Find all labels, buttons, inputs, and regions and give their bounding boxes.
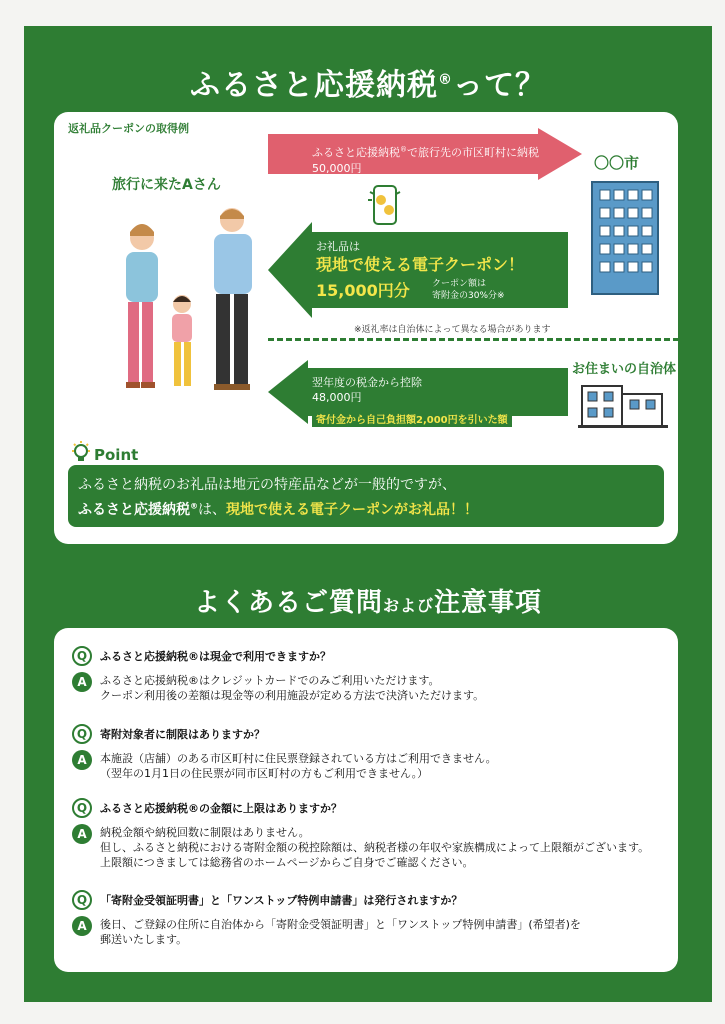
- flyer-sheet: [24, 26, 712, 1002]
- lightbulb-icon: [70, 440, 92, 464]
- dashed-divider: [268, 338, 688, 341]
- faq-answer-line: 納税金額や納税回数に制限はありません。: [100, 826, 310, 839]
- q-badge-icon: Q: [72, 798, 92, 818]
- faq-question-row: [72, 890, 462, 910]
- residence-label: お住まいの自治体: [572, 362, 677, 377]
- title-suffix: って？: [453, 68, 546, 103]
- faq-question-row: [72, 798, 342, 818]
- point-label: Point: [94, 446, 139, 464]
- point-line1: ふるさと納税のお礼品は地元の特産品などが一般的ですが、: [78, 477, 456, 493]
- a-badge-icon: A: [72, 916, 92, 936]
- q-badge-icon: Q: [72, 724, 92, 744]
- coupon-amount: 15,000円分: [316, 281, 410, 300]
- point-line2: [78, 499, 478, 519]
- example-panel: [54, 112, 678, 544]
- donation-line1-suffix: で旅行先の市区町村に納税: [407, 146, 539, 159]
- point-line2-highlight: 現地で使える電子クーポンがお礼品！！: [226, 502, 478, 518]
- faq-answer-row: [72, 824, 649, 870]
- faq-answer-row: [72, 916, 581, 947]
- faq-answer-row: [72, 672, 484, 703]
- faq-question: 「寄附金受領証明書」と「ワンストップ特例申請書」は発行されますか？: [100, 893, 463, 907]
- section1-title: [24, 60, 712, 104]
- faq-answer: [100, 917, 581, 947]
- a-badge-icon: A: [72, 750, 92, 770]
- donation-text: [312, 144, 539, 160]
- coupon-headline: 現地で使える電子クーポン！: [316, 255, 525, 274]
- faq-title: よくあるご質問: [193, 588, 383, 618]
- q-badge-icon: Q: [72, 646, 92, 666]
- faq-answer-line: 本施設（店舗）のある市区町村に住民票登録されている方はご利用できません。: [100, 752, 497, 765]
- a-badge-icon: A: [72, 824, 92, 844]
- tax-deduction-amount: 48,000円: [312, 391, 362, 404]
- faq-answer-line: 上限額につきましては総務省のホームページからご自身でご確認ください。: [100, 856, 474, 869]
- notes-title: 注意事項: [434, 588, 543, 618]
- faq-answer: [100, 751, 497, 781]
- example-label: 返礼品クーポンの取得例: [68, 122, 189, 135]
- city-label: 〇〇市: [594, 154, 640, 172]
- tax-deduction-note: 寄付金から自己負担額2,000円を引いた額: [312, 410, 512, 427]
- point-line2-product: ふるさと応援納税: [78, 502, 190, 518]
- family-illustration: [104, 202, 274, 432]
- faq-answer-row: [72, 750, 497, 781]
- residence-building-icon: [578, 380, 668, 428]
- faq-answer-line: クーポン利用後の差額は現金等の利用施設が定める方法で決済いただけます。: [100, 689, 485, 702]
- section2-title: [24, 582, 712, 619]
- donation-amount: 50,000円: [312, 162, 362, 175]
- traveler-label: 旅行に来たAさん: [112, 177, 221, 193]
- coupon-note-line2: 寄附金の30%分※: [432, 291, 505, 301]
- q-badge-icon: Q: [72, 890, 92, 910]
- faq-question: 寄附対象者に制限はありますか？: [100, 727, 265, 741]
- coupon-small-label: お礼品は: [316, 240, 360, 253]
- faq-answer: [100, 673, 484, 703]
- faq-panel: [54, 628, 678, 972]
- city-building-icon: [584, 178, 668, 298]
- faq-answer-line: 但し、ふるさと納税における寄附金額の税控除額は、納税者様の年収や家族構成によって上限額がございます。: [100, 841, 650, 854]
- point-line2-particle: は、: [198, 502, 226, 518]
- faq-question-row: [72, 724, 265, 744]
- coupon-note-line1: クーポン額は: [432, 279, 487, 289]
- faq-answer-line: （翌年の1月1日の住民票が同市区町村の方もご利用できません。）: [100, 767, 429, 780]
- registered-mark: ®: [438, 72, 453, 88]
- registered-mark: ®: [190, 501, 198, 511]
- title-text: ふるさと応援納税: [190, 68, 438, 103]
- a-badge-icon: A: [72, 672, 92, 692]
- faq-question: ふるさと応援納税®は現金で利用できますか？: [100, 649, 331, 663]
- faq-answer-line: 郵送いたします。: [100, 933, 188, 946]
- faq-title-connector: および: [382, 596, 434, 615]
- coupon-phone-icon: [366, 184, 404, 226]
- faq-answer-line: 後日、ご登録の住所に自治体から「寄附金受領証明書」と「ワンストップ特例申請書」(希望者)を: [100, 918, 581, 931]
- point-box: [68, 465, 664, 527]
- tax-deduction-line1: 翌年度の税金から控除: [312, 376, 422, 389]
- return-rate-footnote: ※返礼率は自治体によって異なる場合があります: [354, 325, 551, 335]
- donation-line1: ふるさと応援納税: [312, 146, 400, 159]
- registered-mark: ®: [400, 145, 407, 154]
- faq-question-row: [72, 646, 331, 666]
- faq-answer: [100, 825, 649, 870]
- faq-answer-line: ふるさと応援納税®はクレジットカードでのみご利用いただけます。: [100, 674, 440, 687]
- faq-question: ふるさと応援納税®の金額に上限はありますか？: [100, 801, 342, 815]
